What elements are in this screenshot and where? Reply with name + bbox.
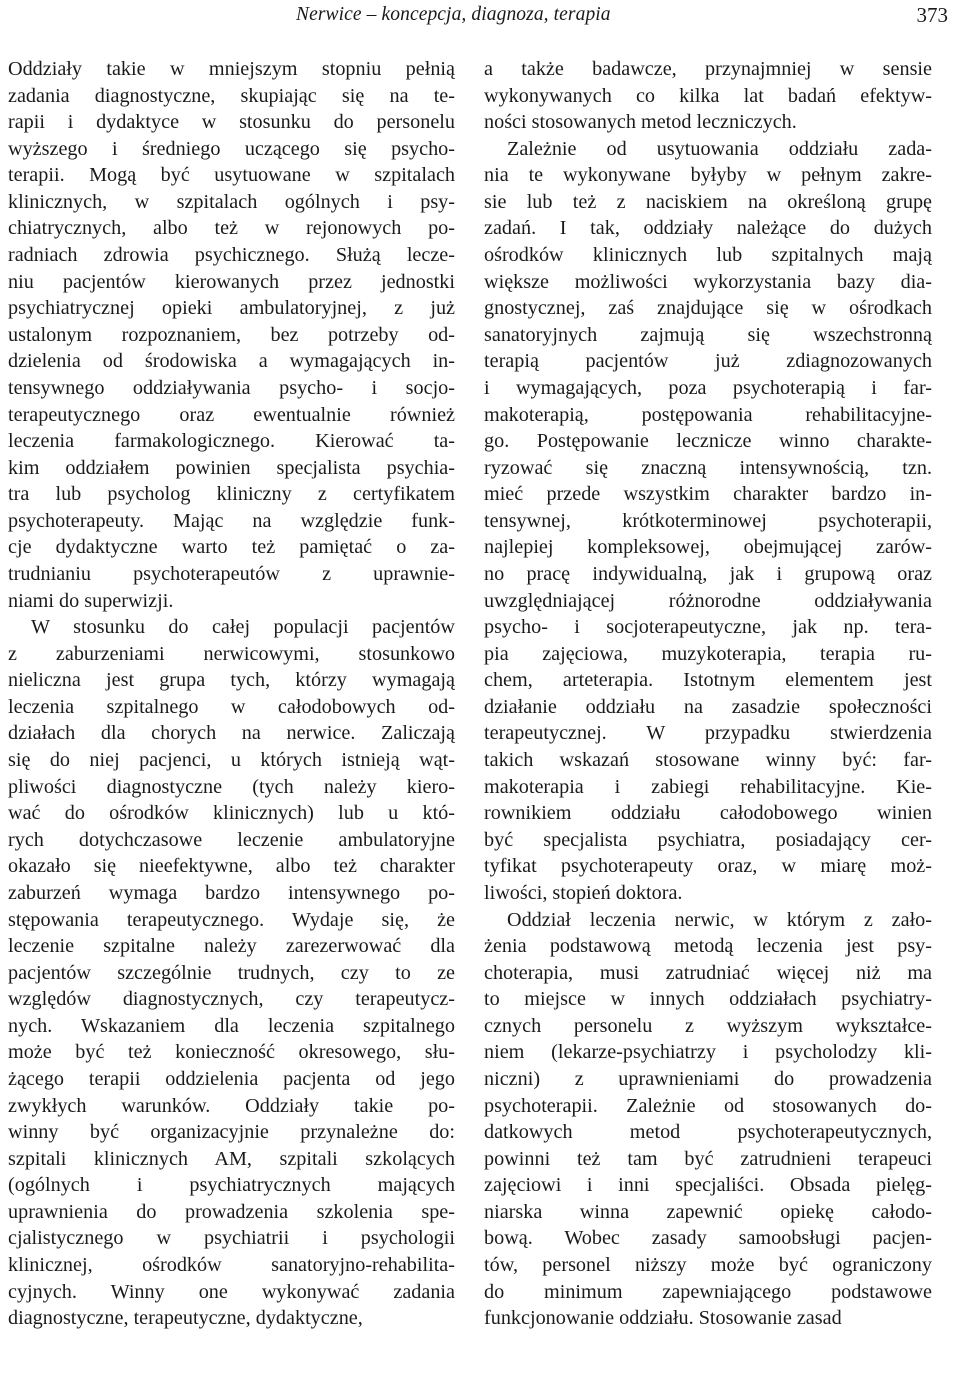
text-line: najlepiej kompleksowej, obejmującej zarów- — [484, 536, 932, 559]
text-line: psychoterapeuty. Mając na względzie funk- — [8, 509, 455, 532]
text-line: niem (lekarze-psychiatrzy i psycholodzy kli- — [484, 1041, 932, 1064]
text-line: się do niej pacjenci, u których istnieją wąt- — [8, 749, 455, 772]
text-line: winny być organizacyjnie przynależne do: — [8, 1121, 455, 1144]
text-line: powinni też tam być zatrudnieni terapeuci — [484, 1147, 932, 1170]
text-line: z zaburzeniami nerwicowymi, stosunkowo — [8, 642, 455, 665]
text-line: zajęciowi i inni specjaliści. Obsada pielęg- — [484, 1174, 932, 1197]
text-line: terapią pacjentów już zdiagnozowanych — [484, 350, 932, 373]
text-line: Oddział leczenia nerwic, w którym z zało- — [507, 908, 932, 931]
text-line: tyfikat psychoterapeuty oraz, w miarę moż- — [484, 855, 932, 878]
text-line: Zależnie od usytuowania oddziału zada- — [507, 137, 932, 160]
text-line: ustalonym rozpoznaniem, bez potrzeby od- — [8, 323, 455, 346]
text-line: nych. Wskazaniem dla leczenia szpitalnego — [8, 1014, 455, 1037]
text-line: zwykłych warunków. Oddziały takie po- — [8, 1094, 455, 1117]
text-line: go. Postępowanie lecznicze winno charakte- — [484, 430, 932, 453]
text-line: liwości, stopień doktora. — [484, 881, 683, 904]
text-line: tra lub psycholog kliniczny z certyfikatem — [8, 483, 455, 506]
text-line: może być też konieczność okresowego, słu- — [8, 1041, 455, 1064]
text-line: uwzględniającej różnorodne oddziaływania — [484, 589, 932, 612]
text-line: wać do ośrodków klinicznych) lub u któ- — [8, 802, 455, 825]
text-line: i wymagających, poza psychoterapią i far- — [484, 376, 932, 399]
text-line: leczenia farmakologicznego. Kierować ta- — [8, 430, 455, 453]
left-column — [8, 56, 455, 1332]
text-line: rapii i dydaktyce w stosunku do personelu — [8, 111, 455, 134]
text-line: wyższego i średniego uczącego się psycho- — [8, 137, 455, 160]
text-line: psychoterapii. Zależnie od stosowanych do- — [484, 1094, 932, 1117]
text-line: szpitali klinicznych AM, szpitali szkolących — [8, 1147, 455, 1170]
text-line: niu pacjentów kierowanych przez jednostki — [8, 270, 455, 293]
text-line: tensywnego oddziaływania psycho- i socjo- — [8, 376, 455, 399]
text-line: trudnianiu psychoterapeutów z uprawnie- — [8, 562, 455, 585]
text-line: leczenie szpitalne należy zarezerwować dla — [8, 935, 455, 958]
text-line: zadań. I tak, oddziały należące do dużych — [484, 217, 932, 240]
text-line: psycho- i socjoterapeutyczne, jak np. tera- — [484, 616, 932, 639]
text-line: cje dydaktyczne warto też pamiętać o za- — [8, 536, 455, 559]
text-line: ności stosowanych metod leczniczych. — [484, 111, 797, 134]
text-line: niami do superwizji. — [8, 589, 174, 612]
text-line: tensywnej, krótkoterminowej psychoterapii, — [484, 509, 932, 532]
text-line: makoterapia i zabiegi rehabilitacyjne. Kie- — [484, 775, 932, 798]
text-line: cjalistycznego w psychiatrii i psychologii — [8, 1227, 455, 1250]
text-line: niczni) z uprawnieniami do prowadzenia — [484, 1067, 932, 1090]
text-line: klinicznej, ośrodków sanatoryjno-rehabilita- — [8, 1254, 455, 1277]
text-line: terapii. Mogą być usytuowane w szpitalach — [8, 164, 455, 187]
text-line: być specjalista psychiatra, posiadający cer- — [484, 828, 932, 851]
text-line: kim oddziałem powinien specjalista psychia- — [8, 456, 455, 479]
text-line: ryzować się znaczną intensywnością, tzn. — [484, 456, 932, 479]
text-line: sanatoryjnych zajmują się wszechstronną — [484, 323, 932, 346]
text-line: do minimum zapewniającego podstawowe — [484, 1280, 932, 1303]
text-line: zaburzeń wymaga bardzo intensywnego po- — [8, 881, 455, 904]
text-line: funkcjonowanie oddziału. Stosowanie zasad — [484, 1307, 842, 1330]
text-line: gnostycznej, zaś znajdujące się w ośrodkach — [484, 297, 932, 320]
text-line: pliwości diagnostyczne (tych należy kiero- — [8, 775, 455, 798]
text-line: Oddziały takie w mniejszym stopniu pełnią — [8, 58, 455, 80]
text-line: chem, arteterapia. Istotnym elementem jest — [484, 669, 932, 692]
text-line: ośrodków klinicznych lub szpitalnych mają — [484, 244, 932, 267]
text-line: diagnostyczne, terapeutyczne, dydaktyczne, — [8, 1307, 363, 1330]
text-line: rych dotychczasowe leczenie ambulatoryjne — [8, 828, 455, 851]
text-line: (ogólnych i psychiatrycznych mających — [8, 1174, 455, 1197]
text-line: no pracę indywidualną, jak i grupową oraz — [484, 562, 932, 585]
running-title: Nerwice – koncepcja, diagnoza, terapia — [296, 4, 611, 25]
text-line: mieć przede wszystkim charakter bardzo in- — [484, 483, 932, 506]
text-line: psychiatrycznej opieki ambulatoryjnej, z już — [8, 297, 455, 320]
text-line: żącego terapii oddzielenia pacjenta od jego — [8, 1067, 455, 1090]
text-line: to miejsce w innych oddziałach psychiatry- — [484, 988, 932, 1011]
page-header — [0, 0, 960, 34]
text-line: żenia podstawową metodą leczenia jest psy- — [484, 935, 932, 958]
text-line: pacjentów szczególnie trudnych, czy to ze — [8, 961, 455, 984]
text-line: okazało się nieefektywne, albo też charakter — [8, 855, 455, 878]
text-line: a także badawcze, przynajmniej w sensie — [484, 58, 932, 80]
text-line: nieliczna jest grupa tych, którzy wymagają — [8, 669, 455, 692]
text-line: cyjnych. Winny one wykonywać zadania — [8, 1280, 455, 1303]
text-line: terapeutycznego oraz ewentualnie również — [8, 403, 455, 426]
text-line: zadania diagnostyczne, skupiając się na te- — [8, 84, 455, 107]
text-line: stępowania terapeutycznego. Wydaje się, że — [8, 908, 455, 931]
text-line: takich wskazań stosowane winny być: far- — [484, 749, 932, 772]
text-line: rownikiem oddziału całodobowego winien — [484, 802, 932, 825]
text-line: wykonywanych co kilka lat badań efektyw- — [484, 84, 932, 107]
text-line: działach dla chorych na nerwice. Zaliczają — [8, 722, 455, 745]
text-line: pia zajęciowa, muzykoterapia, terapia ru- — [484, 642, 932, 665]
text-line: W stosunku do całej populacji pacjentów — [31, 616, 455, 639]
text-line: radniach zdrowia psychicznego. Służą lecze- — [8, 244, 455, 267]
text-line: względów diagnostycznych, czy terapeutycz- — [8, 988, 455, 1011]
text-line: klinicznych, w szpitalach ogólnych i psy- — [8, 190, 455, 213]
right-column — [484, 56, 932, 1332]
text-line: terapeutycznej. W przypadku stwierdzenia — [484, 722, 932, 745]
text-line: dzielenia od środowiska a wymagających in- — [8, 350, 455, 373]
text-line: nia te wykonywane byłyby w pełnym zakre- — [484, 164, 932, 187]
text-line: niarska winna zapewnić opiekę całodo- — [484, 1200, 932, 1223]
text-line: chiatrycznych, albo też w rejonowych po- — [8, 217, 455, 240]
text-line: tów, personel niższy może być ograniczony — [484, 1254, 932, 1277]
text-line: bową. Wobec zasady samoobsługi pacjen- — [484, 1227, 932, 1250]
text-line: uprawnienia do prowadzenia szkolenia spe- — [8, 1200, 455, 1223]
text-line: sie lub też z naciskiem na określoną grupę — [484, 190, 932, 213]
text-line: cznych personelu z wyższym wykształce- — [484, 1014, 932, 1037]
text-line: większe możliwości wykorzystania bazy dia- — [484, 270, 932, 293]
text-line: działanie oddziału na zasadzie społeczności — [484, 695, 932, 718]
text-line: leczenia szpitalnego w całodobowych od- — [8, 695, 455, 718]
text-line: choterapia, musi zatrudniać więcej niż ma — [484, 961, 932, 984]
page-number: 373 — [916, 3, 948, 27]
text-line: datkowych metod psychoterapeutycznych, — [484, 1121, 932, 1144]
text-line: makoterapią, postępowania rehabilitacyjne- — [484, 403, 932, 426]
